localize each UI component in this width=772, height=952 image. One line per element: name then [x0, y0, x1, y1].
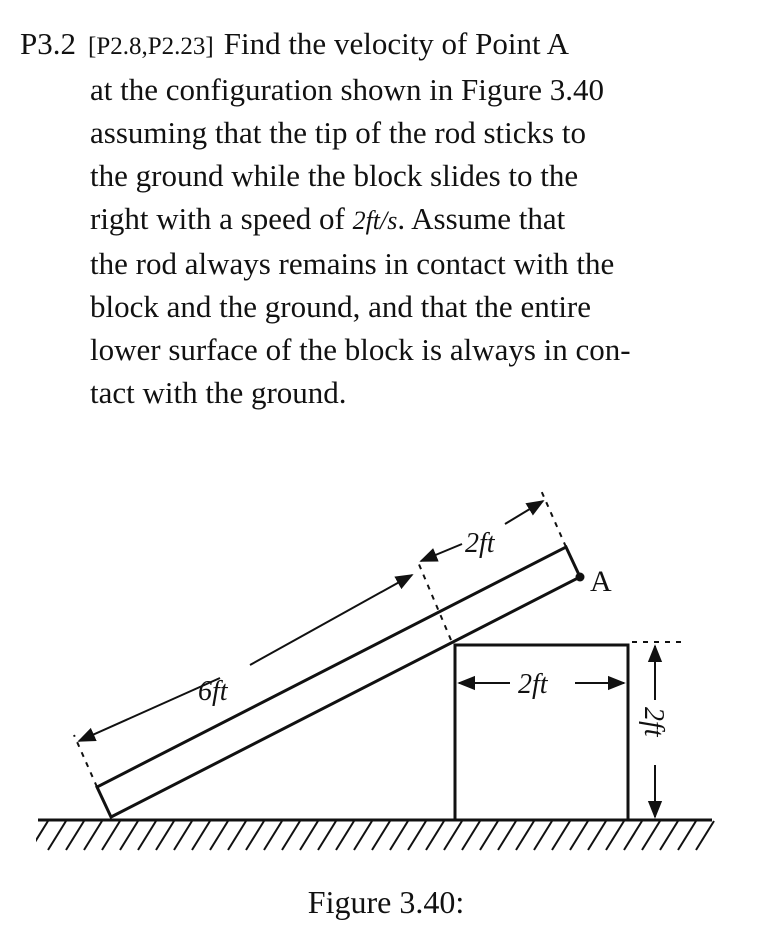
label-overhang-2ft: 2ft	[465, 528, 495, 559]
point-a-label: A	[590, 565, 612, 598]
problem-references: [P2.8,P2.23]	[88, 33, 214, 60]
label-block-height-2ft: 2ft	[638, 707, 669, 737]
problem-line-5	[20, 197, 760, 242]
label-rod-6ft: 6ft	[198, 676, 228, 707]
problem-line-3: assuming that the tip of the rod sticks to	[90, 115, 586, 150]
problem-line-5-start: right with a speed of	[90, 201, 353, 236]
problem-line-8: lower surface of the block is always in con-	[90, 332, 631, 367]
problem-statement	[20, 22, 760, 414]
problem-line-1: Find the velocity of Point A	[223, 26, 570, 61]
figure-diagram	[0, 460, 772, 860]
problem-line-5-end: . Assume that	[397, 201, 566, 236]
speed-value: 2ft/s	[352, 206, 398, 235]
dimension-line-overhang-right	[505, 501, 543, 524]
problem-line-6: the rod always remains in contact with the	[90, 246, 615, 281]
dimension-line-overhang-left	[421, 544, 462, 561]
ground-hatching	[30, 821, 714, 850]
problem-line-9: tact with the ground.	[90, 375, 347, 410]
problem-number: P3.2	[20, 26, 76, 61]
point-a-marker	[576, 573, 585, 582]
problem-first-line	[20, 22, 760, 68]
label-block-width-2ft: 2ft	[518, 669, 548, 700]
figure-caption: Figure 3.40:	[307, 884, 465, 920]
problem-line-7: block and the ground, and that the entire	[90, 289, 592, 324]
problem-line-4: the ground while the block slides to the	[90, 158, 579, 193]
problem-line-2: at the configuration shown in Figure 3.40	[90, 72, 604, 107]
ground	[30, 820, 714, 850]
